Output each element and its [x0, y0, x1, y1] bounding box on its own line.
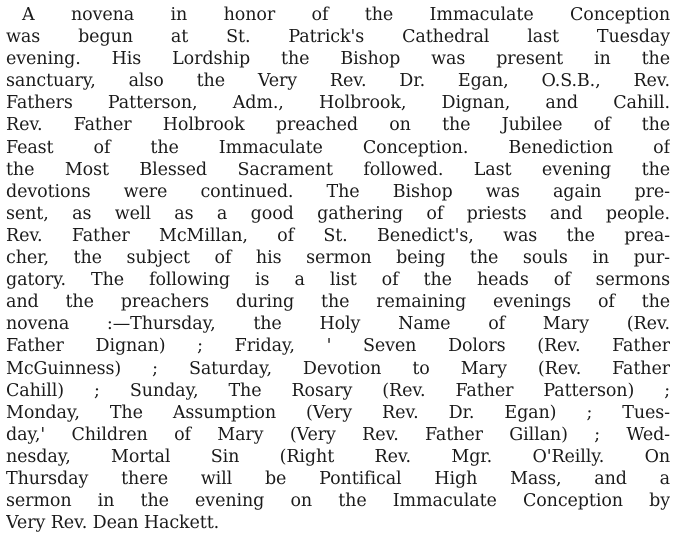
article-line-10: sent, as well as a good gathering of priests and people. [6, 203, 670, 224]
article-line-4: sanctuary, also the Very Rev. Dr. Egan, O.S.B., Rev. [6, 71, 670, 92]
article-line-3: evening. His Lordship the Bishop was present in the [6, 49, 670, 70]
article-line-5: Fathers Patterson, Adm., Holbrook, Dignan, and Cahill. [6, 93, 670, 114]
article-line-24: Very Rev. Dean Hackett. [6, 513, 220, 534]
article-line-23: sermon in the evening on the Immaculate Conception by [6, 491, 670, 512]
article-line-2: was begun at St. Patrick's Cathedral last Tuesday [6, 27, 670, 48]
article-line-12: cher, the subject of his sermon being the souls in pur- [6, 248, 670, 269]
article-line-19: Monday, The Assumption (Very Rev. Dr. Egan) ; Tues- [6, 402, 670, 423]
article-line-11: Rev. Father McMillan, of St. Benedict's, was the prea- [6, 225, 670, 246]
article-line-9: devotions were continued. The Bishop was again pre- [6, 181, 670, 202]
article-line-17: McGuinness) ; Saturday, Devotion to Mary (Rev. Father [6, 358, 670, 379]
article-line-22: Thursday there will be Pontifical High Mass, and a [6, 468, 670, 489]
article-line-8: the Most Blessed Sacrament followed. Last evening the [6, 159, 670, 180]
article-line-6: Rev. Father Holbrook preached on the Jubilee of the [6, 115, 670, 136]
article-line-20: day,' Children of Mary (Very Rev. Father Gillan) ; Wed- [6, 424, 670, 445]
article-line-15: novena :—Thursday, the Holy Name of Mary (Rev. [6, 314, 670, 335]
article-line-18: Cahill) ; Sunday, The Rosary (Rev. Father Patterson) ; [6, 380, 670, 401]
article-line-16: Father Dignan) ; Friday, ' Seven Dolors (Rev. Father [6, 336, 670, 357]
article-line-13: gatory. The following is a list of the heads of sermons [6, 270, 670, 291]
article-line-14: and the preachers during the remaining evenings of the [6, 292, 670, 313]
article-line-21: nesday, Mortal Sin (Right Rev. Mgr. O'Reilly. On [6, 446, 670, 467]
article-line-7: Feast of the Immaculate Conception. Benediction of [6, 137, 670, 158]
article-line-1: A novena in honor of the Immaculate Conception [22, 5, 670, 25]
